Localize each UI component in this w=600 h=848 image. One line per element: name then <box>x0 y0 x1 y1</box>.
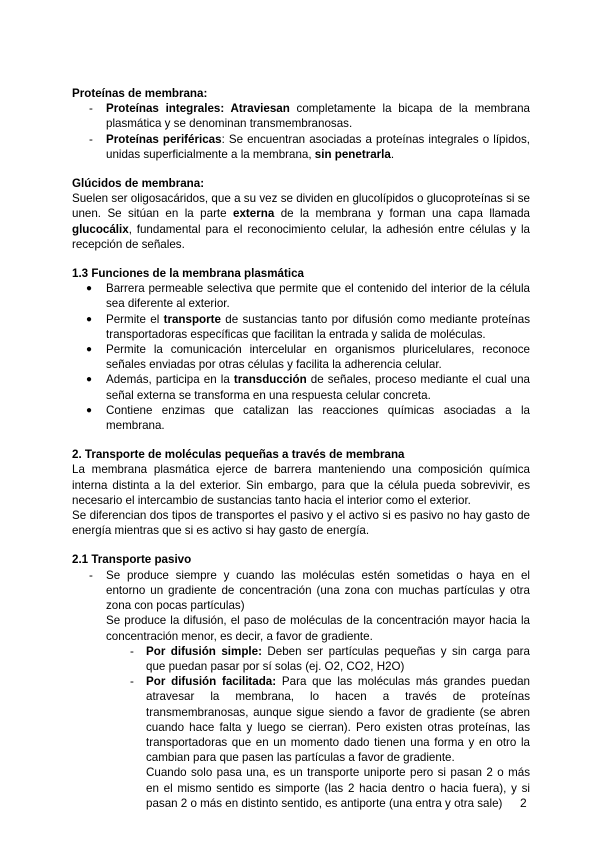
bold-term: Por difusión facilitada: <box>146 675 277 689</box>
paragraph-text: de la membrana y forman una capa llamada <box>274 207 530 221</box>
item-text: Permite la comunicación intercelular en organismos pluricelulares, reconoce señales enviadas por otras células y facilita la adherencia celular. <box>106 343 530 372</box>
sub-list-item <box>72 674 530 765</box>
item-text: Además, participa en la <box>106 373 234 387</box>
item-text: Barrera permeable selectiva que permite que el contenido del interior de la célula sea diferente al exterior. <box>106 282 530 311</box>
item-text: de señales, proceso mediante el cual una señal externa se transforma en una respuesta celular concreta. <box>106 373 530 402</box>
bold-term: transporte <box>163 312 221 326</box>
paragraph-text: Suelen ser oligosacáridos, que a su vez se dividen en glucolípidos o glucoproteínas si se unen. Se sitúan en la parte <box>72 192 530 221</box>
list-item <box>72 101 530 131</box>
list-item <box>72 342 530 372</box>
membrane-proteins-section <box>72 86 530 162</box>
bullet-marker: ● <box>86 374 93 386</box>
bold-term: externa <box>233 207 275 221</box>
bullet-marker: ● <box>86 283 93 295</box>
bold-term: Proteínas integrales: Atraviesan <box>106 102 290 116</box>
transport-section <box>72 447 530 538</box>
passive-transport-section <box>72 552 530 810</box>
item-text: Permite el <box>106 312 164 326</box>
functions-section <box>72 266 530 433</box>
list-item <box>72 568 530 614</box>
item-text: Para que las moléculas más grandes puedan atravesar la membrana, lo hacen a través de proteínas transmembranosas, aunque sigue siendo a favor de gradiente (se abren cuando hace falta y luego se cierran). Pero existen otras proteínas, las transportadoras que en un momento dado tienen una forma y en otro la cambian para que pasen las partículas a favor de gradiente. <box>146 675 530 765</box>
list-item <box>72 403 530 433</box>
list-item <box>72 312 530 342</box>
item-text: completamente la bicapa de la membrana plasmática y se denominan transmembranosas. <box>106 102 530 131</box>
bold-term: sin penetrarla <box>314 147 391 161</box>
dash-marker: - <box>130 675 134 689</box>
item-text: Contiene enzimas que catalizan las reacciones químicas asociadas a la membrana. <box>106 403 530 433</box>
item-text: de sustancias tanto por difusión como mediante proteínas transportadoras específicas que facilitan la entrada y salida de moléculas. <box>106 312 530 341</box>
transport-heading: 2. Transporte de moléculas pequeñas a través de membrana <box>72 448 405 462</box>
item-text: . <box>390 147 395 161</box>
bold-term: Proteínas periféricas <box>106 132 222 146</box>
dash-marker: - <box>130 644 134 658</box>
bold-term: Por difusión simple: <box>146 644 262 658</box>
item-text: Deben ser partículas pequeñas y sin carga para que puedan pasar por sí solas (ej. O2, CO2, H2O) <box>146 644 530 673</box>
membrane-proteins-heading: Proteínas de membrana: <box>72 87 208 100</box>
bullet-marker: ● <box>86 344 93 356</box>
page-number: 2 <box>520 796 527 810</box>
passive-transport-heading: 2.1 Transporte pasivo <box>72 553 192 567</box>
list-item <box>72 132 530 162</box>
paragraph-text: , fundamental para el reconocimiento celular, la adhesión entre células y la recepción de señales. <box>72 222 530 251</box>
list-item <box>72 372 530 402</box>
dash-marker: - <box>89 102 93 116</box>
bullet-marker: ● <box>86 404 93 416</box>
paragraph: Cuando solo pasa una, es un transporte uniporte pero si pasan 2 o más en el mismo sentido es simporte (las 2 hacia dentro o hacia fuera), y si pasan 2 o más en distinto sentido, es antiporte (una entra y otra sale) <box>146 766 530 810</box>
sub-list-item <box>72 644 530 674</box>
paragraph <box>72 191 530 252</box>
membrane-glycids-heading: Glúcidos de membrana: <box>72 177 205 191</box>
functions-heading: 1.3 Funciones de la membrana plasmática <box>72 267 304 281</box>
item-text: Se produce siempre y cuando las moléculas estén sometidas o haya en el entorno un gradiente de concentración (una zona con muchas partículas y otra zona con pocas partículas) <box>106 568 530 613</box>
document-page <box>72 86 530 811</box>
paragraph: Se produce la difusión, el paso de moléculas de la concentración mayor hacia la concentración menor, es decir, a favor de gradiente. <box>106 614 530 643</box>
dash-marker: - <box>89 132 93 146</box>
paragraph: La membrana plasmática ejerce de barrera manteniendo una composición química interna distinta a la del exterior. Sin embargo, para que la célula pueda sobrevivir, es necesario el intercambio de sustancias tanto hacia el interior como el exterior. <box>72 463 530 507</box>
list-item <box>72 281 530 311</box>
item-text: : Se encuentran asociadas a proteínas integrales o lípidos, unidas superficialmente a la membrana, <box>106 132 530 161</box>
bold-term: transducción <box>233 373 307 387</box>
bullet-marker: ● <box>86 313 93 325</box>
membrane-glycids-section <box>72 176 530 252</box>
paragraph: Se diferencian dos tipos de transportes el pasivo y el activo si es pasivo no hay gasto de energía mientras que si es activo si hay gasto de energía. <box>72 509 530 538</box>
dash-marker: - <box>89 568 93 582</box>
bold-term: glucocálix <box>72 222 129 236</box>
